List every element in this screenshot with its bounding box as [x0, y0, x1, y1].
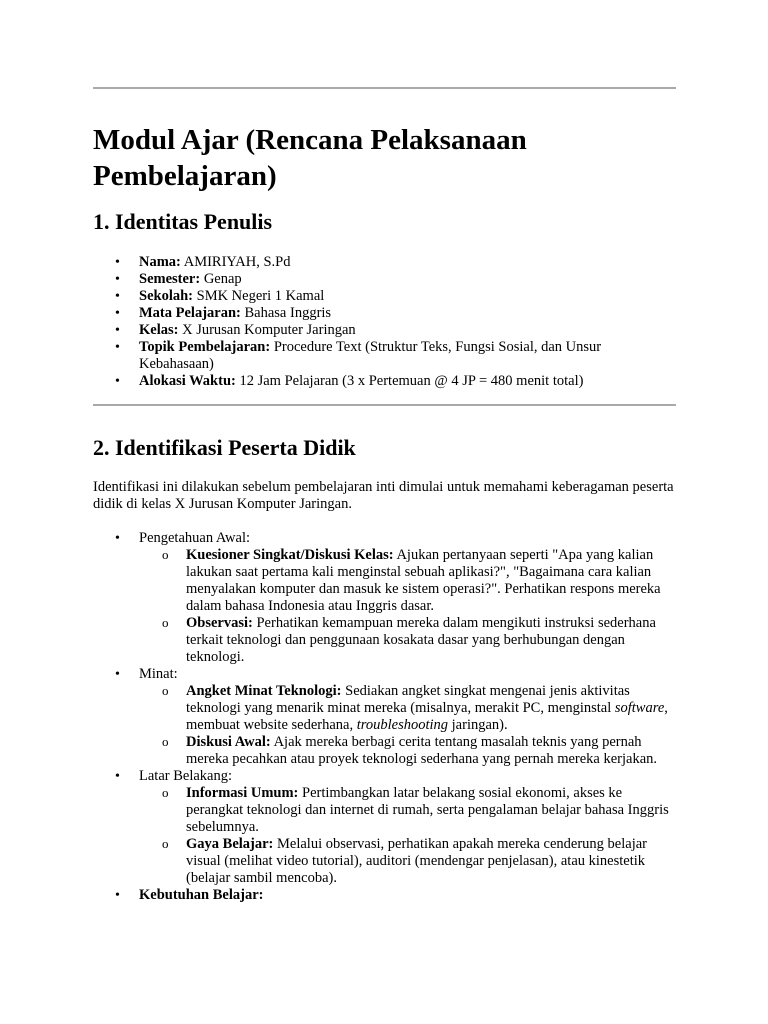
- page-title: Modul Ajar (Rencana Pelaksanaan Pembelajaran): [93, 124, 527, 192]
- section2-heading: 2. Identifikasi Peserta Didik: [93, 435, 356, 460]
- group-latar-belakang-items: [139, 785, 676, 887]
- group-minat: • Minat: o Angket Minat Teknologi: Sediakan angket singkat mengenai jenis aktivitas teknologi yang menarik minat mereka (misalnya, merakit PC, menginstal software, membuat website sederhana, troubleshooting jaringan). o Diskusi Awal: Ajak mereka berbagi cerita tentang masalah teknis yang pernah mereka pecahkan atau proyek teknologi sederhana yang pernah mereka kerjakan.: [139, 666, 676, 768]
- identity-item-topik: • Topik Pembelajaran: Procedure Text (Struktur Teks, Fungsi Sosial, dan Unsur Kebahasaan): [139, 339, 676, 373]
- document-content: [93, 0, 676, 904]
- item-diskusi-awal: o Diskusi Awal: Ajak mereka berbagi cerita tentang masalah teknis yang pernah mereka pecahkan atau proyek teknologi sederhana yang pernah mereka kerjakan.: [186, 734, 676, 768]
- identity-item-semester: • Semester: Genap: [139, 271, 676, 288]
- item-informasi-umum: o Informasi Umum: Pertimbangkan latar belakang sosial ekonomi, akses ke perangkat teknologi dan internet di rumah, serta pengalaman belajar bahasa Inggris sebelumnya.: [186, 785, 676, 836]
- group-minat-items: [139, 683, 676, 768]
- item-gaya-belajar: o Gaya Belajar: Melalui observasi, perhatikan apakah mereka cenderung belajar visual (melihat video tutorial), auditori (mendengar penjelasan), atau kinestetik (belajar sambil mencoba).: [186, 836, 676, 887]
- group-latar-belakang: • Latar Belakang: o Informasi Umum: Pertimbangkan latar belakang sosial ekonomi, akses ke perangkat teknologi dan internet di rumah, serta pengalaman belajar bahasa Inggris sebelumnya. o Gaya Belajar: Melalui observasi, perhatikan apakah mereka cenderung belajar visual (melihat video tutorial), auditori (mendengar penjelasan), atau kinestetik (belajar sambil mencoba).: [139, 768, 676, 887]
- section2-intro: Identifikasi ini dilakukan sebelum pembelajaran inti dimulai untuk memahami keberagaman peserta didik di kelas X Jurusan Komputer Jaringan.: [93, 479, 674, 512]
- group-pengetahuan-awal: • Pengetahuan Awal: o Kuesioner Singkat/Diskusi Kelas: Ajukan pertanyaan seperti "Apa yang kalian lakukan saat pertama kali menginstal sebuah aplikasi?", "Bagaimana cara kalian menyalakan komputer dan masuk ke sistem operasi?". Perhatikan respons mereka dalam bahasa Indonesia atau Inggris dasar. o Observasi: Perhatikan kemampuan mereka dalam mengikuti instruksi sederhana terkait teknologi dan penggunaan kosakata dasar yang berhubungan dengan teknologi.: [139, 530, 676, 666]
- identity-list: [93, 254, 676, 390]
- item-kuesioner: o Kuesioner Singkat/Diskusi Kelas: Ajukan pertanyaan seperti "Apa yang kalian lakukan saat pertama kali menginstal sebuah aplikasi?", "Bagaimana cara kalian menyalakan komputer dan masuk ke sistem operasi?". Perhatikan respons mereka dalam bahasa Indonesia atau Inggris dasar.: [186, 547, 676, 615]
- section1-heading: 1. Identitas Penulis: [93, 209, 273, 234]
- identity-item-kelas: • Kelas: X Jurusan Komputer Jaringan: [139, 322, 676, 339]
- identity-item-mata-pelajaran: • Mata Pelajaran: Bahasa Inggris: [139, 305, 676, 322]
- section-divider: [93, 404, 676, 406]
- top-divider: [93, 87, 676, 89]
- learner-identification-list: [93, 530, 676, 904]
- identity-item-nama: • Nama: AMIRIYAH, S.Pd: [139, 254, 676, 271]
- group-pengetahuan-awal-items: [139, 547, 676, 666]
- item-angket-minat: o Angket Minat Teknologi: Sediakan angket singkat mengenai jenis aktivitas teknologi yang menarik minat mereka (misalnya, merakit PC, menginstal software, membuat website sederhana, troubleshooting jaringan).: [186, 683, 676, 734]
- identity-item-sekolah: • Sekolah: SMK Negeri 1 Kamal: [139, 288, 676, 305]
- item-observasi: o Observasi: Perhatikan kemampuan mereka dalam mengikuti instruksi sederhana terkait teknologi dan penggunaan kosakata dasar yang berhubungan dengan teknologi.: [186, 615, 676, 666]
- group-kebutuhan-belajar: • Kebutuhan Belajar:: [139, 887, 676, 904]
- identity-item-alokasi-waktu: • Alokasi Waktu: 12 Jam Pelajaran (3 x Pertemuan @ 4 JP = 480 menit total): [139, 373, 676, 390]
